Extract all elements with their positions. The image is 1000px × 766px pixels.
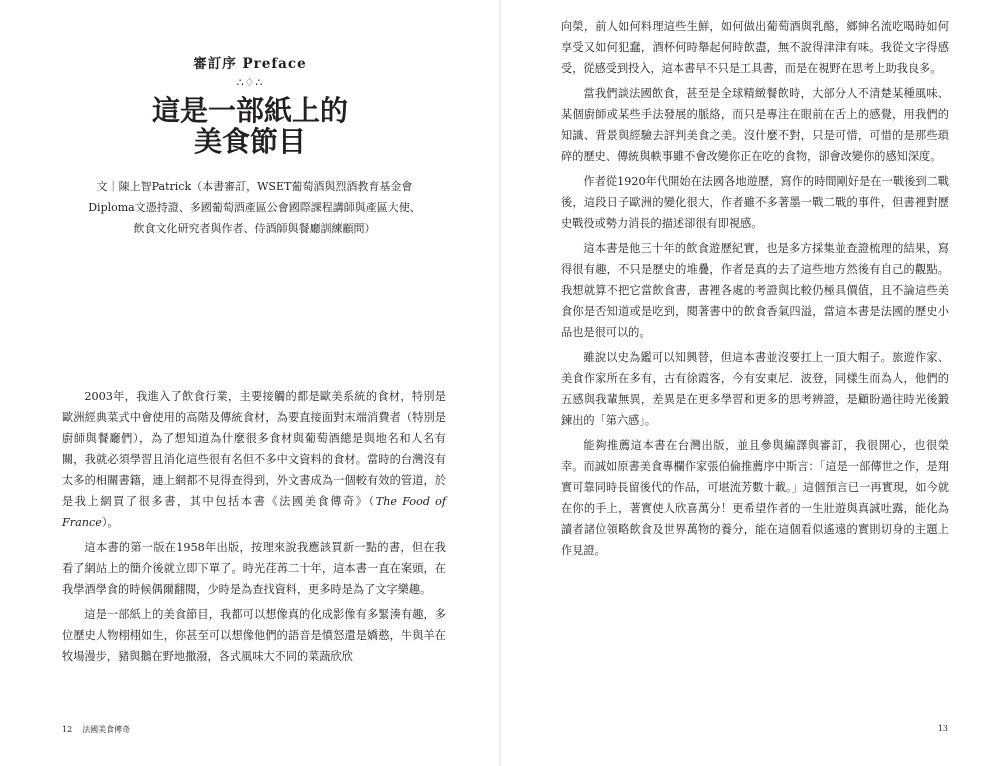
section-kicker: 審訂序 Preface [193, 56, 307, 72]
byline-line: 文｜陳上智Patrick（本書審訂，WSET葡萄酒與烈酒教育基金會 [96, 180, 413, 193]
page-number: 12 [62, 725, 73, 734]
paragraph: 這本書的第一版在1958年出版，按理來說我應該買新一點的書，但在我看了網站上的簡介後就立即下單了。時光荏苒二十年，這本書一直在案頭，在我學酒學食的時候偶爾翻閱，少時是為查找資料，更多時是為了文字樂趣。 [62, 541, 446, 596]
paragraph: 雖說以史為鑑可以知興替，但這本書並沒要扛上一頂大帽子。旅遊作家、美食作家所在多有，古有徐霞客，今有安東尼．波登，同樣生而為人，他們的五感與我輩無異，差異是在更多學習和更多的思考辨證，是顧盼過往時光後鍛鍊出的「第六感」。 [561, 351, 949, 427]
paragraph: 這本書是他三十年的飲食遊歷紀實，也是多方採集並查證梳理的結果，寫得很有趣，不只是歷史的堆疊，作者是真的去了這些地方然後有自己的觀點。我想就算不把它當飲食書，書裡各處的考證與比較仍極具價值，且不論這些美食你是否知道或是吃到，閱著書中的飲食香氣四溢，當這本書是法國的歷史小品也是很可以的。 [561, 242, 949, 339]
page-number: 13 [937, 724, 948, 733]
title-line: 美食節目 [193, 125, 306, 158]
running-head: 法國美食傳奇 [82, 725, 131, 734]
paragraph: 能夠推薦這本書在台灣出版，並且參與編譯與審訂，我很開心，也很榮幸。而誠如原書美食專欄作家張伯倫推薦序中斯言：「這是一部傳世之作，是翔實可靠同時長留後代的作品，可堪流芳數十載。」這個預言已一再實現，如今就在你的手上，著實使人欣喜萬分！更希望作者的一生壯遊與真誠吐露，能化為讀者諸位領略飲食及世界萬物的養分，能在這個看似遙遠的實則切身的主題上作見證。 [561, 439, 949, 557]
paragraph-text: 2003年，我進入了飲食行業，主要接觸的都是歐美系統的食材，特別是歐洲經典菜式中會使用的高階及傳統食材，為要直接面對末端消費者（特別是廚師與餐廳們），為了想知道為什麼很多食材與葡萄酒總是與地名和人名有關，我就必須學習且消化這些很有名但不多中文資料的食材。當時的台灣沒有太多的相關書籍，連上網都不見得查得到，外文書成為一個較有效的管道，於是我上網買了很多書，其中包括本書《法國美食傳奇》（ [62, 390, 446, 508]
left-body-text [62, 386, 446, 671]
paragraph [62, 386, 446, 533]
byline-line: Diploma文憑持證、多國葡萄酒產區公會國際課程講師與產區大使、 [88, 201, 421, 214]
paragraph: 作者從1920年代開始在法國各地遊歷，寫作的時間剛好是在一戰後到二戰後，這段日子歐洲的變化很大，作者雖不多著墨一戰二戰的事件，但書裡對歷史戰役或勢力消長的描述卻很有即視感。 [561, 175, 949, 230]
page-title [0, 95, 500, 157]
right-body-text [561, 16, 949, 565]
paragraph: 當我們談法國飲食，甚至是全球精緻餐飲時，大部分人不清楚某種風味、某個廚師或某些手法發展的脈絡，而只是專注在眼前在舌上的感覺，用我們的知識、背景與經驗去評判美食之美。沒什麼不對，只是可惜，可惜的是那些瑣碎的歷史、傳統與軼事雖不會改變你正在吃的食物，卻會改變你的感知深度。 [561, 87, 949, 163]
paragraph: 這是一部紙上的美食節目，我都可以想像真的化成影像有多緊湊有趣，多位歷史人物栩栩如生，你甚至可以想像他們的語音是憤怒還是嬌憨，牛與羊在牧場漫步，豬與鵝在野地撒潑，各式風味大不同的菜蔬欣欣 [62, 608, 446, 663]
paragraph: 向榮，前人如何料理這些生鮮，如何做出葡萄酒與乳酪，鄉紳名流吃喝時如何享受又如何犯蠢，酒杯何時舉起何時飲盡，無不說得津津有味。我從文字得感受，從感受到投入，這本書早不只是工具書，而是在視野在思考上助我良多。 [561, 20, 949, 75]
ornament-icon: ∴♢∴ [236, 76, 264, 89]
right-folio [938, 724, 948, 733]
paragraph-text: ）。 [101, 516, 119, 529]
byline-line: 飲食文化研究者與作者、侍酒師與餐廳訓練顧問） [133, 222, 376, 235]
left-folio [62, 724, 130, 735]
author-byline [62, 176, 447, 239]
title-line: 這是一部紙上的 [151, 94, 348, 127]
book-title-italic: The Food of France [62, 495, 446, 529]
right-page [500, 0, 1000, 766]
